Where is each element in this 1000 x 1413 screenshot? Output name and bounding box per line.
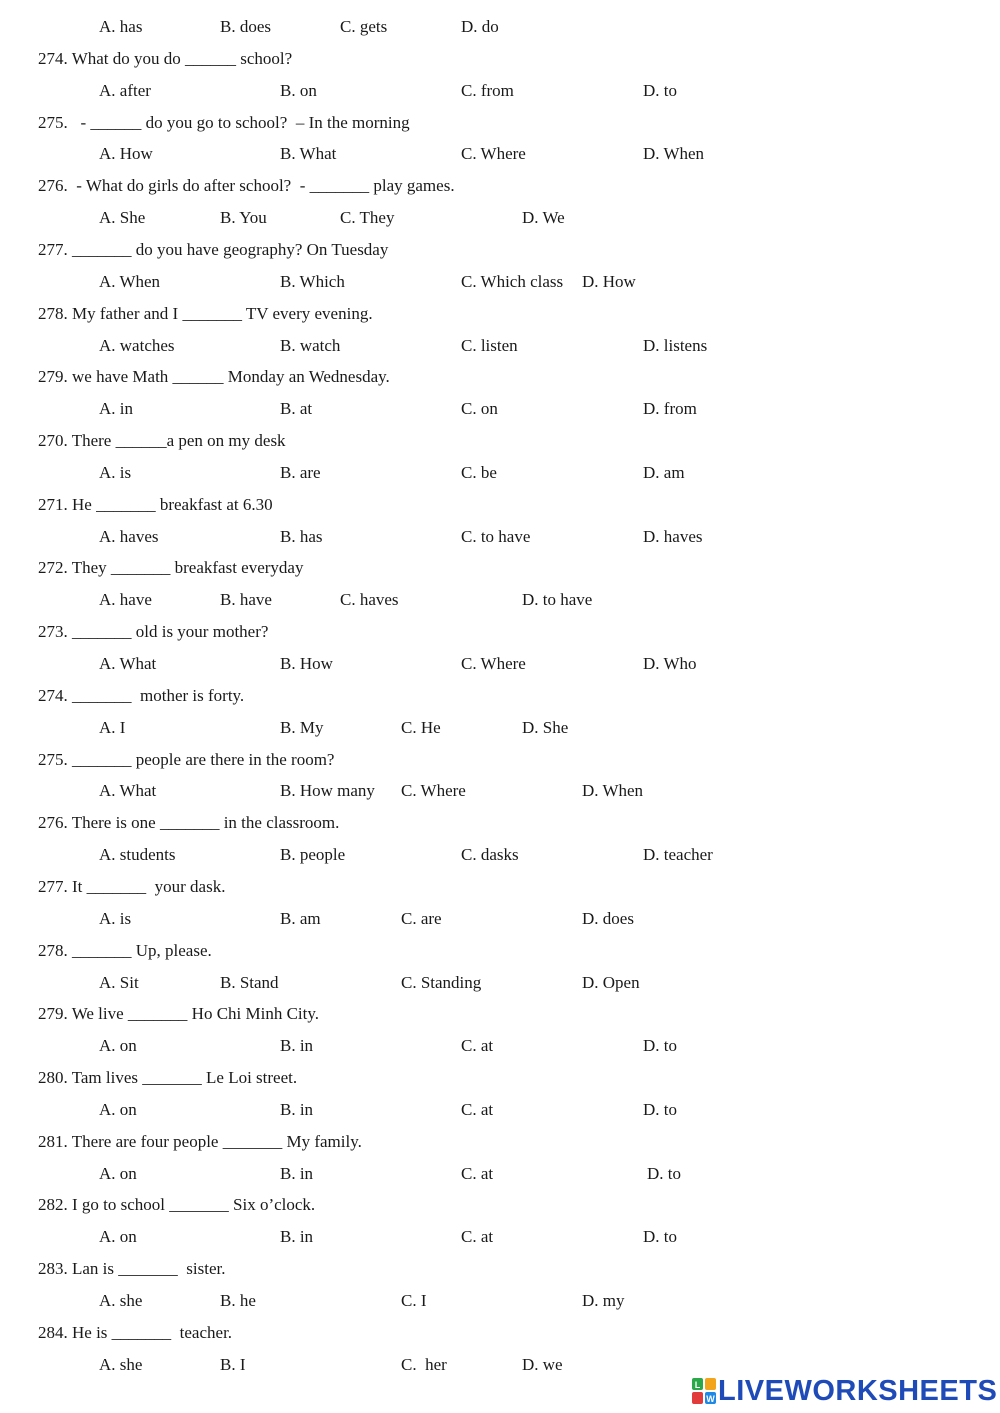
question-text: 279. we have Math ______ Monday an Wednesday. — [38, 367, 390, 386]
answer-option[interactable]: B. in — [280, 1100, 314, 1119]
question-text: 277. _______ do you have geography? On Tuesday — [38, 240, 389, 259]
answer-option[interactable]: A. Sit — [99, 973, 139, 992]
answer-option[interactable]: C. at — [461, 1227, 494, 1246]
answer-option[interactable]: D. She — [522, 718, 569, 737]
answer-option[interactable]: B. watch — [280, 336, 341, 355]
answer-option[interactable]: B. How many — [280, 781, 375, 800]
question-text: 279. We live _______ Ho Chi Minh City. — [38, 1004, 320, 1023]
answer-option[interactable]: D. do — [461, 17, 499, 36]
answer-option[interactable]: D. does — [582, 909, 634, 928]
answer-option[interactable]: D. haves — [643, 527, 703, 546]
answer-option[interactable]: D. to — [643, 81, 677, 100]
answer-option[interactable]: D. am — [643, 463, 685, 482]
answer-option[interactable]: D. When — [582, 781, 644, 800]
question-text: 278. My father and I _______ TV every evening. — [38, 304, 373, 323]
answer-option[interactable]: B. people — [280, 845, 346, 864]
question-text: 276. There is one _______ in the classroom. — [38, 813, 340, 832]
question-text: 275. - ______ do you go to school? – In the morning — [38, 113, 410, 132]
answer-option[interactable]: B. have — [220, 590, 272, 609]
answer-option[interactable]: D. to — [643, 1227, 677, 1246]
answer-option[interactable]: B. at — [280, 399, 313, 418]
answer-option[interactable]: C. Where — [401, 781, 466, 800]
answer-option[interactable]: D. listens — [643, 336, 708, 355]
logo-letter-l: L — [694, 1380, 701, 1390]
answer-option[interactable]: D. to — [647, 1164, 681, 1183]
question-text: 283. Lan is _______ sister. — [38, 1259, 226, 1278]
answer-option[interactable]: A. When — [99, 272, 161, 291]
answer-option[interactable]: A. What — [99, 781, 157, 800]
question-text: 275. _______ people are there in the room? — [38, 750, 335, 769]
answer-option[interactable]: C. gets — [340, 17, 388, 36]
answer-option[interactable]: B. in — [280, 1164, 314, 1183]
question-text: 271. He _______ breakfast at 6.30 — [38, 495, 273, 514]
answer-option[interactable]: A. What — [99, 654, 157, 673]
answer-option[interactable]: A. watches — [99, 336, 175, 355]
answer-option[interactable]: D. to — [643, 1036, 677, 1055]
answer-option[interactable]: D. How — [582, 272, 636, 291]
answer-option[interactable]: B. I — [220, 1355, 246, 1374]
answer-option[interactable]: C. to have — [461, 527, 531, 546]
answer-option[interactable]: B. in — [280, 1227, 314, 1246]
answer-option[interactable]: A. I — [99, 718, 126, 737]
question-text: 281. There are four people _______ My family. — [38, 1132, 362, 1151]
question-text: 274. _______ mother is forty. — [38, 686, 245, 705]
answer-option[interactable]: C. I — [401, 1291, 427, 1310]
answer-option[interactable]: B. does — [220, 17, 271, 36]
answer-option[interactable]: B. Which — [280, 272, 345, 291]
answer-option[interactable]: C. Where — [461, 654, 526, 673]
liveworksheets-brand[interactable] — [692, 1374, 997, 1408]
answer-option[interactable]: B. am — [280, 909, 321, 928]
answer-option[interactable]: C. her — [401, 1355, 447, 1374]
answer-option[interactable]: D. to have — [522, 590, 593, 609]
answer-option[interactable]: A. students — [99, 845, 176, 864]
logo-letter-w: W — [706, 1394, 715, 1404]
answer-option[interactable]: C. at — [461, 1100, 494, 1119]
answer-option[interactable]: D. from — [643, 399, 697, 418]
answer-option[interactable]: B. are — [280, 463, 321, 482]
answer-option[interactable]: B. What — [280, 144, 337, 163]
answer-option[interactable]: A. She — [99, 208, 146, 227]
answer-option[interactable]: A. she — [99, 1291, 143, 1310]
answer-option[interactable]: A. she — [99, 1355, 143, 1374]
answer-option[interactable]: B. on — [280, 81, 317, 100]
answer-option[interactable]: D. teacher — [643, 845, 713, 864]
answer-option[interactable]: A. on — [99, 1036, 137, 1055]
answer-option[interactable]: A. after — [99, 81, 151, 100]
answer-option[interactable]: B. he — [220, 1291, 256, 1310]
answer-option[interactable]: C. be — [461, 463, 497, 482]
answer-option[interactable]: D. to — [643, 1100, 677, 1119]
question-text: 284. He is _______ teacher. — [38, 1323, 233, 1342]
answer-option[interactable]: C. on — [461, 399, 498, 418]
question-text: 272. They _______ breakfast everyday — [38, 558, 304, 577]
answer-option[interactable]: A. on — [99, 1100, 137, 1119]
question-text: 280. Tam lives _______ Le Loi street. — [38, 1068, 298, 1087]
answer-option[interactable]: D. my — [582, 1291, 625, 1310]
answer-option[interactable]: C. at — [461, 1164, 494, 1183]
question-text: 274. What do you do ______ school? — [38, 49, 293, 68]
answer-option[interactable]: C. from — [461, 81, 514, 100]
answer-option[interactable]: A. have — [99, 590, 152, 609]
answer-option[interactable]: D. When — [643, 144, 705, 163]
answer-option[interactable]: B. has — [280, 527, 323, 546]
answer-option[interactable]: A. haves — [99, 527, 159, 546]
answer-option[interactable]: A. is — [99, 463, 132, 482]
question-text: 276. - What do girls do after school? - _______ play games. — [38, 176, 455, 195]
answer-option[interactable]: C. dasks — [461, 845, 519, 864]
answer-option[interactable]: A. on — [99, 1227, 137, 1246]
question-text: 278. _______ Up, please. — [38, 941, 212, 960]
question-text: 273. _______ old is your mother? — [38, 622, 269, 641]
answer-option[interactable]: B. Stand — [220, 973, 279, 992]
answer-option[interactable]: B. My — [280, 718, 324, 737]
brand-label: LIVEWORKSHEETS — [718, 1375, 998, 1407]
answer-option[interactable]: C. are — [401, 909, 442, 928]
answer-option[interactable]: C. at — [461, 1036, 494, 1055]
answer-option[interactable]: C. haves — [340, 590, 399, 609]
question-text: 270. There ______a pen on my desk — [38, 431, 286, 450]
answer-option[interactable]: C. Which class — [461, 272, 564, 291]
answer-option[interactable]: C. Where — [461, 144, 526, 163]
answer-option[interactable]: C. Standing — [401, 973, 482, 992]
answer-option[interactable]: A. in — [99, 399, 133, 418]
answer-option[interactable]: A. How — [99, 144, 153, 163]
answer-option[interactable]: D. We — [522, 208, 565, 227]
answer-option[interactable]: C. He — [401, 718, 441, 737]
answer-option[interactable]: A. is — [99, 909, 132, 928]
answer-option[interactable]: A. has — [99, 17, 143, 36]
answer-option[interactable]: A. on — [99, 1164, 137, 1183]
answer-option[interactable]: B. How — [280, 654, 333, 673]
question-text: 277. It _______ your dask. — [38, 877, 226, 896]
liveworksheets-logo-icon — [692, 1378, 716, 1404]
answer-option[interactable]: D. Open — [582, 973, 640, 992]
answer-option[interactable]: B. in — [280, 1036, 314, 1055]
answer-option[interactable]: D. we — [522, 1355, 563, 1374]
answer-option[interactable]: B. You — [220, 208, 267, 227]
answer-option[interactable]: C. listen — [461, 336, 518, 355]
question-text: 282. I go to school _______ Six o’clock. — [38, 1195, 316, 1214]
answer-option[interactable]: D. Who — [643, 654, 697, 673]
answer-option[interactable]: C. They — [340, 208, 395, 227]
